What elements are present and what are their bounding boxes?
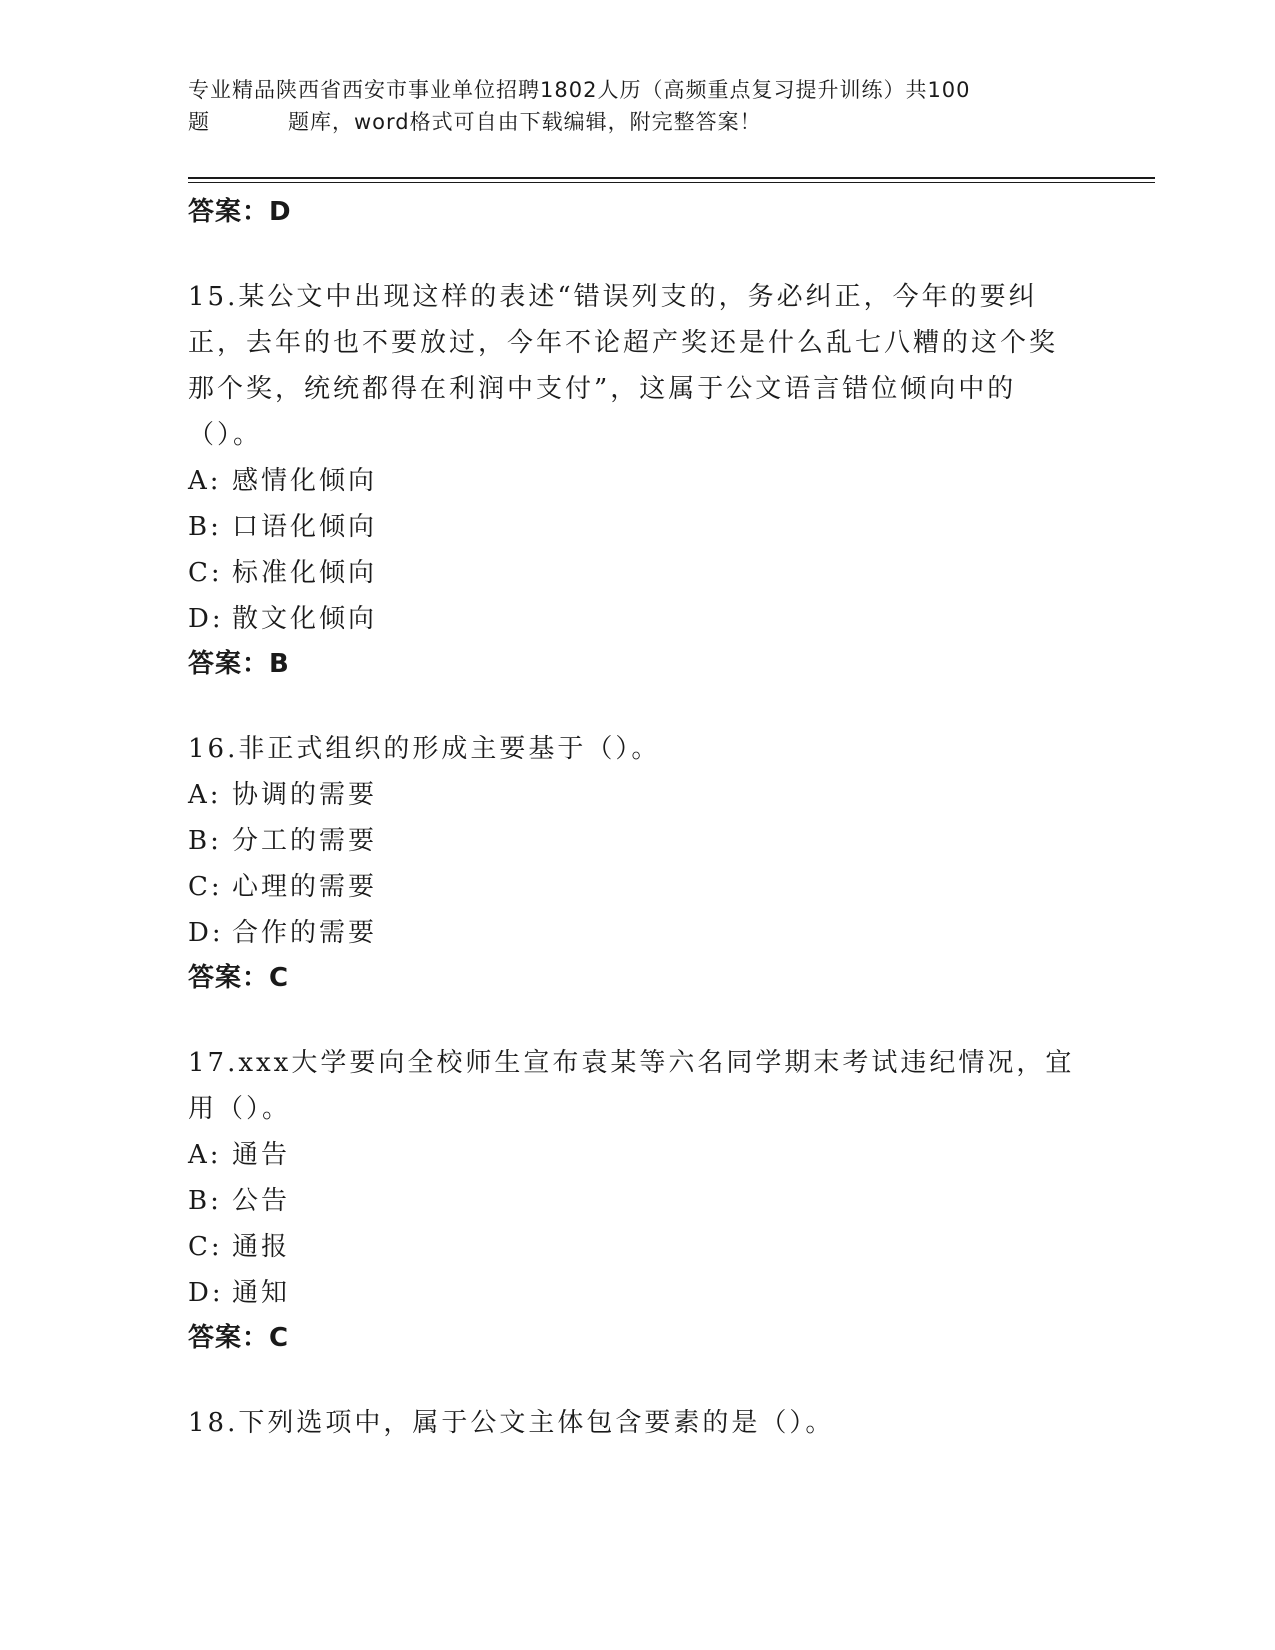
option-text: 感情化倾向: [232, 466, 378, 496]
question-number: 16.: [188, 734, 239, 764]
option-text: 合作的需要: [232, 918, 378, 948]
option-key: C:: [188, 1232, 223, 1262]
previous-answer: 答案：D: [188, 197, 292, 227]
header-line2-text: 题库，word格式可自由下载编辑，附完整答案！: [288, 110, 762, 134]
option-text: 公告: [232, 1186, 291, 1216]
answer-option: [188, 504, 1088, 550]
option-text: 通知: [232, 1278, 291, 1308]
question-answer: 答案：C: [188, 1323, 290, 1353]
header-title-line: 专业精品陕西省西安市事业单位招聘1802人历（高频重点复习提升训练）共100: [188, 78, 971, 102]
answer-option: [188, 1270, 1088, 1316]
answer-option: [188, 1132, 1088, 1178]
option-key: C:: [188, 558, 223, 588]
option-key: A:: [188, 466, 222, 496]
answer-option: [188, 1224, 1088, 1270]
answer-option: [188, 910, 1088, 956]
document-body: [188, 190, 1088, 1446]
answer-option: [188, 864, 1088, 910]
question-block: [188, 274, 1088, 686]
question-block: [188, 1040, 1088, 1360]
option-text: 通告: [232, 1140, 291, 1170]
option-text: 分工的需要: [232, 826, 378, 856]
option-key: D:: [188, 1278, 224, 1308]
option-key: B:: [188, 512, 222, 542]
question-block: [188, 1400, 1088, 1446]
question-text: [188, 274, 1078, 458]
question-number: 17.: [188, 1048, 239, 1078]
answer-option: [188, 772, 1088, 818]
answer-option: [188, 596, 1088, 642]
header-subtitle-line: [188, 106, 1088, 138]
question-text: [188, 726, 1078, 772]
document-header: [188, 74, 1088, 138]
header-line2-prefix: 题: [188, 110, 210, 134]
header-divider-thick: [188, 177, 1155, 179]
question-stem: xxx大学要向全校师生宣布袁某等六名同学期末考试违纪情况，宜用（）。: [188, 1048, 1075, 1124]
question-stem: 某公文中出现这样的表述“错误列支的，务必纠正，今年的要纠正，去年的也不要放过，今年不论超产奖还是什么乱七八糟的这个奖那个奖，统统都得在利润中支付”，这属于公文语言错位倾向中的（）。: [188, 282, 1059, 450]
answer-option: [188, 818, 1088, 864]
answer-option: [188, 550, 1088, 596]
header-divider-thin: [188, 182, 1155, 183]
option-key: D:: [188, 604, 224, 634]
question-block: [188, 726, 1088, 1000]
question-answer: 答案：C: [188, 963, 290, 993]
answer-option: [188, 458, 1088, 504]
option-key: A:: [188, 1140, 222, 1170]
question-list: [188, 274, 1088, 1446]
question-number: 15.: [188, 282, 239, 312]
question-stem: 非正式组织的形成主要基于（）。: [238, 734, 661, 764]
question-number: 18.: [188, 1408, 239, 1438]
option-text: 心理的需要: [232, 872, 378, 902]
answer-option: [188, 1178, 1088, 1224]
option-text: 口语化倾向: [232, 512, 378, 542]
option-text: 通报: [232, 1232, 291, 1262]
option-key: B:: [188, 1186, 222, 1216]
option-text: 标准化倾向: [232, 558, 378, 588]
question-answer: 答案：B: [188, 649, 290, 679]
option-key: C:: [188, 872, 223, 902]
question-text: [188, 1040, 1078, 1132]
question-stem: 下列选项中，属于公文主体包含要素的是（）。: [238, 1408, 835, 1438]
option-key: A:: [188, 780, 222, 810]
option-text: 协调的需要: [232, 780, 378, 810]
option-key: D:: [188, 918, 224, 948]
option-key: B:: [188, 826, 222, 856]
option-text: 散文化倾向: [232, 604, 378, 634]
question-text: [188, 1400, 1078, 1446]
